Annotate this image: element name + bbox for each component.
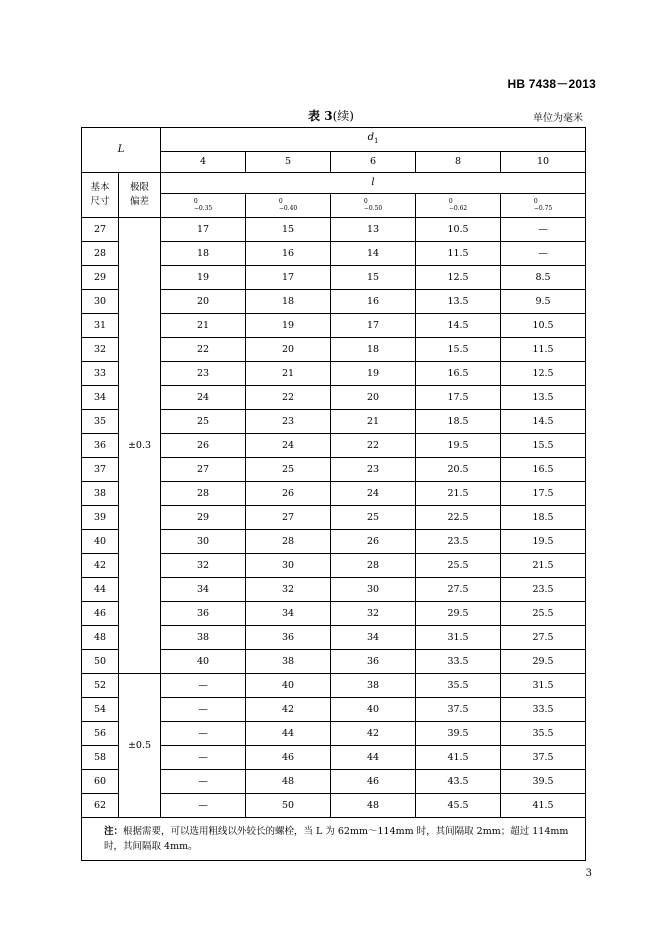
basic-size-cell: 37 (82, 458, 119, 482)
l-value-cell: 41.5 (416, 746, 501, 770)
l-value-cell: — (501, 242, 586, 266)
l-value-cell: 23 (331, 458, 416, 482)
l-value-cell: — (161, 722, 246, 746)
l-value-cell: 29 (161, 506, 246, 530)
l-value-cell: 39.5 (416, 722, 501, 746)
l-value-cell: 19 (161, 266, 246, 290)
l-value-cell: 17 (161, 218, 246, 242)
l-value-cell: 18 (246, 290, 331, 314)
l-value-cell: 14 (331, 242, 416, 266)
tolerance-stack (194, 198, 212, 212)
basic-size-cell: 27 (82, 218, 119, 242)
basic-size-cell: 50 (82, 650, 119, 674)
l-value-cell: 27.5 (501, 626, 586, 650)
tolerance-lower: −0.50 (363, 204, 383, 212)
l-value-cell: 32 (331, 602, 416, 626)
basic-size-cell: 33 (82, 362, 119, 386)
page-number: 3 (585, 868, 592, 879)
standard-number: HB 7438－2013 (507, 77, 596, 91)
l-value-cell: 20 (246, 338, 331, 362)
l-value-cell: — (501, 218, 586, 242)
l-value-cell: 31.5 (416, 626, 501, 650)
tolerance-upper: 0 (448, 197, 453, 205)
basic-size-cell: 54 (82, 698, 119, 722)
l-value-cell: 9.5 (501, 290, 586, 314)
l-value-cell: 18.5 (501, 506, 586, 530)
l-value-cell: 14.5 (416, 314, 501, 338)
l-value-cell: 25 (246, 458, 331, 482)
basic-size-cell: 60 (82, 770, 119, 794)
tolerance-cell (246, 194, 331, 218)
d-value-cell: 5 (246, 152, 331, 173)
l-value-cell: 33.5 (416, 650, 501, 674)
l-value-cell: — (161, 698, 246, 722)
l-value-cell: 20 (161, 290, 246, 314)
l-value-cell: 22.5 (416, 506, 501, 530)
tolerance-cell (416, 194, 501, 218)
l-value-cell: 32 (246, 578, 331, 602)
l-value-cell: 15 (331, 266, 416, 290)
l-value-cell: 36 (331, 650, 416, 674)
l-value-cell: 39.5 (501, 770, 586, 794)
l-value-cell: 15.5 (501, 434, 586, 458)
l-value-cell: 11.5 (501, 338, 586, 362)
l-value-cell: 25.5 (501, 602, 586, 626)
deviation-header (119, 173, 161, 218)
l-value-cell: 13.5 (501, 386, 586, 410)
l-value-cell: 17.5 (501, 482, 586, 506)
l-value-cell: 21.5 (416, 482, 501, 506)
basic-size-cell: 29 (82, 266, 119, 290)
basic-size-cell: 32 (82, 338, 119, 362)
basic-size-cell: 62 (82, 794, 119, 818)
l-value-cell: 29.5 (416, 602, 501, 626)
l-value-cell: — (161, 746, 246, 770)
l-value-cell: 40 (331, 698, 416, 722)
note-text: 根据需要，可以选用粗线以外较长的螺栓，当 L 为 62mm～114mm 时，其间隔取 2mm；超过 114mm 时，其间隔取 4mm。 (104, 826, 569, 852)
basic-size-cell: 56 (82, 722, 119, 746)
tolerance-cell (161, 194, 246, 218)
l-value-cell: 25.5 (416, 554, 501, 578)
l-value-cell: 12.5 (501, 362, 586, 386)
l-value-cell: 21 (161, 314, 246, 338)
l-value-cell: 29.5 (501, 650, 586, 674)
tolerance-stack (279, 198, 297, 212)
l-value-cell: 22 (331, 434, 416, 458)
l-value-cell: 38 (331, 674, 416, 698)
table-row (82, 674, 586, 698)
basic-size-cell: 46 (82, 602, 119, 626)
l-value-cell: 35.5 (501, 722, 586, 746)
l-value-cell: 19.5 (501, 530, 586, 554)
l-value-cell: 45.5 (416, 794, 501, 818)
l-header: l (161, 173, 586, 194)
l-value-cell: 28 (246, 530, 331, 554)
l-value-cell: 36 (246, 626, 331, 650)
l-value-cell: 28 (331, 554, 416, 578)
l-value-cell: 20 (331, 386, 416, 410)
l-value-cell: 37.5 (501, 746, 586, 770)
dimension-table (81, 127, 586, 861)
l-value-cell: 26 (331, 530, 416, 554)
d1-header (161, 128, 586, 152)
l-value-cell: 16 (246, 242, 331, 266)
l-value-cell: 19 (331, 362, 416, 386)
tolerance-upper: 0 (278, 197, 283, 205)
basic-size-cell: 44 (82, 578, 119, 602)
l-value-cell: 48 (246, 770, 331, 794)
l-value-cell: 25 (161, 410, 246, 434)
l-value-cell: 30 (246, 554, 331, 578)
tolerance-stack (449, 198, 467, 212)
l-value-cell: 19.5 (416, 434, 501, 458)
tolerance-cell (501, 194, 586, 218)
note-row (82, 818, 586, 861)
l-value-cell: 23 (161, 362, 246, 386)
l-value-cell: 38 (161, 626, 246, 650)
l-value-cell: 22 (246, 386, 331, 410)
table-title-label: 表 3 (308, 109, 333, 123)
l-value-cell: 8.5 (501, 266, 586, 290)
l-value-cell: 34 (246, 602, 331, 626)
l-value-cell: 21 (246, 362, 331, 386)
tolerance-stack (364, 198, 382, 212)
d-subscript: 1 (373, 137, 379, 145)
l-value-cell: 23.5 (416, 530, 501, 554)
tolerance-lower: −0.35 (193, 204, 213, 212)
L-header: L (82, 128, 161, 173)
l-value-cell: — (161, 794, 246, 818)
l-value-cell: 18 (161, 242, 246, 266)
tolerance-upper: 0 (363, 197, 368, 205)
l-value-cell: — (161, 674, 246, 698)
l-value-cell: 26 (246, 482, 331, 506)
basic-size-cell: 36 (82, 434, 119, 458)
l-value-cell: 38 (246, 650, 331, 674)
l-value-cell: 27.5 (416, 578, 501, 602)
l-value-cell: 37.5 (416, 698, 501, 722)
basic-size-cell: 30 (82, 290, 119, 314)
l-value-cell: 48 (331, 794, 416, 818)
basic-size-cell: 28 (82, 242, 119, 266)
tolerance-upper: 0 (533, 197, 538, 205)
tolerance-stack (534, 198, 552, 212)
l-value-cell: 42 (246, 698, 331, 722)
l-value-cell: 18 (331, 338, 416, 362)
d-value-cell: 10 (501, 152, 586, 173)
tolerance-lower: −0.40 (278, 204, 298, 212)
l-value-cell: 32 (161, 554, 246, 578)
basic-size-header (82, 173, 119, 218)
l-value-cell: 20.5 (416, 458, 501, 482)
note-cell (82, 818, 586, 861)
l-value-cell: 31.5 (501, 674, 586, 698)
l-value-cell: 11.5 (416, 242, 501, 266)
d-symbol: d (367, 132, 374, 143)
deviation-label: 极限 偏差 (130, 182, 150, 207)
basic-size-cell: 58 (82, 746, 119, 770)
l-value-cell: 50 (246, 794, 331, 818)
tolerance-lower: −0.62 (448, 204, 468, 212)
tolerance-cell (331, 194, 416, 218)
l-value-cell: 15 (246, 218, 331, 242)
d-value-cell: 8 (416, 152, 501, 173)
unit-note: 单位为毫米 (533, 113, 583, 124)
basic-size-cell: 52 (82, 674, 119, 698)
l-value-cell: 16.5 (501, 458, 586, 482)
basic-size-cell: 39 (82, 506, 119, 530)
l-value-cell: 24 (246, 434, 331, 458)
l-value-cell: 46 (331, 770, 416, 794)
l-value-cell: 44 (246, 722, 331, 746)
l-value-cell: 10.5 (501, 314, 586, 338)
basic-size-cell: 31 (82, 314, 119, 338)
l-value-cell: 23.5 (501, 578, 586, 602)
l-value-cell: 28 (161, 482, 246, 506)
l-value-cell: 30 (331, 578, 416, 602)
l-value-cell: 12.5 (416, 266, 501, 290)
l-value-cell: 16.5 (416, 362, 501, 386)
l-value-cell: 21.5 (501, 554, 586, 578)
l-value-cell: 41.5 (501, 794, 586, 818)
l-value-cell: 17 (246, 266, 331, 290)
l-value-cell: 34 (161, 578, 246, 602)
l-value-cell: 34 (331, 626, 416, 650)
l-value-cell: 16 (331, 290, 416, 314)
l-value-cell: 19 (246, 314, 331, 338)
l-value-cell: 30 (161, 530, 246, 554)
l-value-cell: 27 (246, 506, 331, 530)
basic-size-cell: 38 (82, 482, 119, 506)
tolerance-upper: 0 (193, 197, 198, 205)
l-value-cell: 27 (161, 458, 246, 482)
l-value-cell: 13 (331, 218, 416, 242)
table-title-suffix: (续) (332, 109, 354, 123)
l-value-cell: 26 (161, 434, 246, 458)
l-value-cell: 42 (331, 722, 416, 746)
basic-size-cell: 35 (82, 410, 119, 434)
basic-size-cell: 42 (82, 554, 119, 578)
l-value-cell: 14.5 (501, 410, 586, 434)
basic-size-cell: 48 (82, 626, 119, 650)
l-value-cell: 24 (331, 482, 416, 506)
l-value-cell: 15.5 (416, 338, 501, 362)
l-value-cell: 40 (246, 674, 331, 698)
d-value-cell: 6 (331, 152, 416, 173)
tolerance-lower: −0.75 (533, 204, 553, 212)
l-value-cell: 10.5 (416, 218, 501, 242)
l-value-cell: 17 (331, 314, 416, 338)
l-value-cell: 35.5 (416, 674, 501, 698)
note-label: 注： (104, 826, 124, 837)
basic-size-label: 基本 尺寸 (90, 182, 110, 207)
l-value-cell: — (161, 770, 246, 794)
l-value-cell: 21 (331, 410, 416, 434)
l-value-cell: 24 (161, 386, 246, 410)
table-row (82, 218, 586, 242)
d-value-cell: 4 (161, 152, 246, 173)
l-value-cell: 23 (246, 410, 331, 434)
l-value-cell: 25 (331, 506, 416, 530)
l-value-cell: 46 (246, 746, 331, 770)
basic-size-cell: 34 (82, 386, 119, 410)
l-value-cell: 44 (331, 746, 416, 770)
l-value-cell: 18.5 (416, 410, 501, 434)
l-value-cell: 13.5 (416, 290, 501, 314)
l-value-cell: 17.5 (416, 386, 501, 410)
deviation-cell: ±0.3 (119, 218, 161, 674)
basic-size-cell: 40 (82, 530, 119, 554)
deviation-cell: ±0.5 (119, 674, 161, 818)
l-value-cell: 33.5 (501, 698, 586, 722)
l-value-cell: 40 (161, 650, 246, 674)
l-value-cell: 22 (161, 338, 246, 362)
l-value-cell: 36 (161, 602, 246, 626)
l-value-cell: 43.5 (416, 770, 501, 794)
